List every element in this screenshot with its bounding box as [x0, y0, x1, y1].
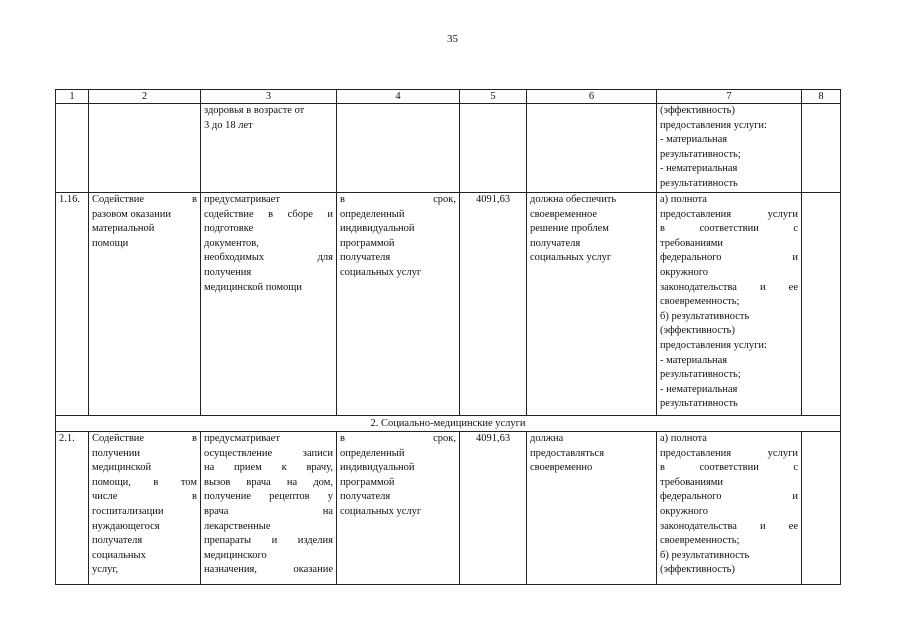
cell-line: социальных услуг: [530, 252, 612, 264]
cell-line: в соответствии с: [660, 462, 798, 474]
cell-line: врача на: [204, 505, 333, 517]
cell-line: в срок,: [340, 433, 456, 444]
column-number: 6: [527, 90, 657, 104]
column-number: 4: [337, 90, 460, 104]
column-number: 7: [657, 90, 802, 104]
row-number-cell: [56, 104, 89, 193]
cell-line: предоставления услуги:: [660, 339, 767, 351]
evaluation-conditions-cell: [657, 193, 802, 416]
cell-line: должна: [530, 433, 564, 444]
section-heading-row: [56, 416, 841, 432]
cell-line: определенный: [340, 208, 405, 220]
services-table: [55, 89, 841, 585]
cell-line: - нематериальная: [660, 163, 738, 175]
cell-line: (эффективность): [660, 325, 735, 337]
cell-line: предоставления услуги:: [660, 119, 767, 131]
cell-line: результативность;: [660, 148, 741, 160]
service-description-cell: [201, 432, 337, 585]
tariff-cell: 4091,63: [460, 193, 527, 416]
cell-line: своевременность;: [660, 296, 740, 308]
cell-line: федерального и: [660, 252, 798, 264]
cell-line: помощи: [92, 237, 129, 249]
cell-line: помощи, в том: [92, 476, 197, 488]
cell-line: Содействие в: [92, 194, 197, 205]
cell-line: на прием к врачу,: [204, 462, 333, 474]
cell-line: социальных: [92, 549, 146, 561]
cell-line: результативность;: [660, 369, 741, 381]
row-number-cell: 2.1.: [56, 432, 89, 585]
cell-line: окружного: [660, 505, 708, 517]
cell-line: содействие в сборе и: [204, 208, 333, 220]
cell-line: в соответствии с: [660, 223, 798, 235]
cell-line: медицинской: [92, 462, 152, 474]
cell-line: необходимых для: [204, 252, 333, 264]
cell-line: результативность: [660, 177, 738, 189]
page-number: 35: [447, 33, 458, 45]
cell-line: получателя: [340, 252, 391, 264]
cell-line: индивидуальной: [340, 462, 415, 474]
cell-line: медицинской помощи: [204, 281, 302, 293]
evaluation-conditions-cell: [657, 432, 802, 585]
column-number: 2: [89, 90, 201, 104]
cell-line: нуждающегося: [92, 520, 160, 532]
cell-line: законодательства и ее: [660, 520, 798, 532]
cell-line: б) результативность: [660, 549, 750, 561]
cell-line: вызов врача на дом,: [204, 476, 333, 488]
cell-line: программой: [340, 237, 395, 249]
service-name-cell: [89, 432, 201, 585]
service-term-cell: [337, 104, 460, 193]
cell-line: разовом оказании: [92, 208, 171, 220]
cell-line: (эффективность): [660, 564, 735, 576]
cell-line: определенный: [340, 447, 405, 459]
cell-line: должна обеспечить: [530, 194, 617, 205]
service-description-cell: [201, 193, 337, 416]
cell-line: результативность: [660, 398, 738, 410]
cell-line: услуг,: [92, 564, 119, 576]
cell-line: госпитализации: [92, 505, 164, 517]
cell-line: получателя: [92, 535, 143, 547]
evaluation-conditions-cell: [657, 104, 802, 193]
cell-line: документов,: [204, 237, 259, 249]
table-row: [56, 432, 841, 585]
cell-line: программой: [340, 476, 395, 488]
service-term-cell: [337, 193, 460, 416]
cell-line: федерального и: [660, 491, 798, 503]
cell-line: (эффективность): [660, 105, 735, 116]
column-number-row: [56, 90, 841, 104]
cell-line: - материальная: [660, 134, 728, 146]
column-number: 3: [201, 90, 337, 104]
notes-cell: [802, 432, 841, 585]
cell-line: а) полнота: [660, 433, 707, 444]
cell-line: препараты и изделия: [204, 535, 333, 547]
cell-line: назначения, оказание: [204, 564, 333, 576]
cell-line: получение рецептов у: [204, 491, 333, 503]
quality-indicator-cell: [527, 193, 657, 416]
service-term-cell: [337, 432, 460, 585]
table-row: [56, 104, 841, 193]
cell-line: лекарственные: [204, 520, 271, 532]
cell-line: социальных услуг: [340, 266, 422, 278]
cell-line: - материальная: [660, 354, 728, 366]
cell-line: предусматривает: [204, 194, 280, 205]
cell-line: здоровья в возрасте от: [204, 105, 305, 116]
cell-line: требованиями: [660, 237, 724, 249]
cell-line: своевременность;: [660, 535, 740, 547]
cell-line: своевременное: [530, 208, 598, 220]
cell-line: индивидуальной: [340, 223, 415, 235]
cell-line: Содействие в: [92, 433, 197, 444]
cell-line: получателя: [530, 237, 581, 249]
cell-line: своевременно: [530, 462, 593, 474]
cell-line: медицинского: [204, 549, 267, 561]
cell-line: требованиями: [660, 476, 724, 488]
service-name-cell: [89, 193, 201, 416]
cell-line: материальной: [92, 223, 155, 235]
quality-indicator-cell: [527, 104, 657, 193]
cell-line: получения: [204, 266, 252, 278]
section-title: 2. Социально-медицинские услуги: [56, 416, 841, 432]
cell-line: получателя: [340, 491, 391, 503]
cell-line: 3 до 18 лет: [204, 119, 253, 131]
column-number: 1: [56, 90, 89, 104]
cell-line: числе в: [92, 491, 197, 503]
notes-cell: [802, 193, 841, 416]
column-number: 8: [802, 90, 841, 104]
cell-line: предоставления услуги: [660, 447, 798, 459]
cell-line: окружного: [660, 266, 708, 278]
column-number: 5: [460, 90, 527, 104]
notes-cell: [802, 104, 841, 193]
cell-line: осуществление записи: [204, 447, 333, 459]
cell-line: решение проблем: [530, 223, 609, 235]
tariff-cell: [460, 104, 527, 193]
quality-indicator-cell: [527, 432, 657, 585]
service-description-cell: [201, 104, 337, 193]
cell-line: подготовке: [204, 223, 254, 235]
cell-line: б) результативность: [660, 310, 750, 322]
cell-line: получении: [92, 447, 141, 459]
cell-line: социальных услуг: [340, 505, 422, 517]
service-name-cell: [89, 104, 201, 193]
table-row: [56, 193, 841, 416]
cell-line: а) полнота: [660, 194, 707, 205]
cell-line: в срок,: [340, 194, 456, 205]
cell-line: предоставляться: [530, 447, 605, 459]
tariff-cell: 4091,63: [460, 432, 527, 585]
cell-line: предоставления услуги: [660, 208, 798, 220]
cell-line: - нематериальная: [660, 383, 738, 395]
cell-line: предусматривает: [204, 433, 280, 444]
row-number-cell: 1.16.: [56, 193, 89, 416]
cell-line: законодательства и ее: [660, 281, 798, 293]
